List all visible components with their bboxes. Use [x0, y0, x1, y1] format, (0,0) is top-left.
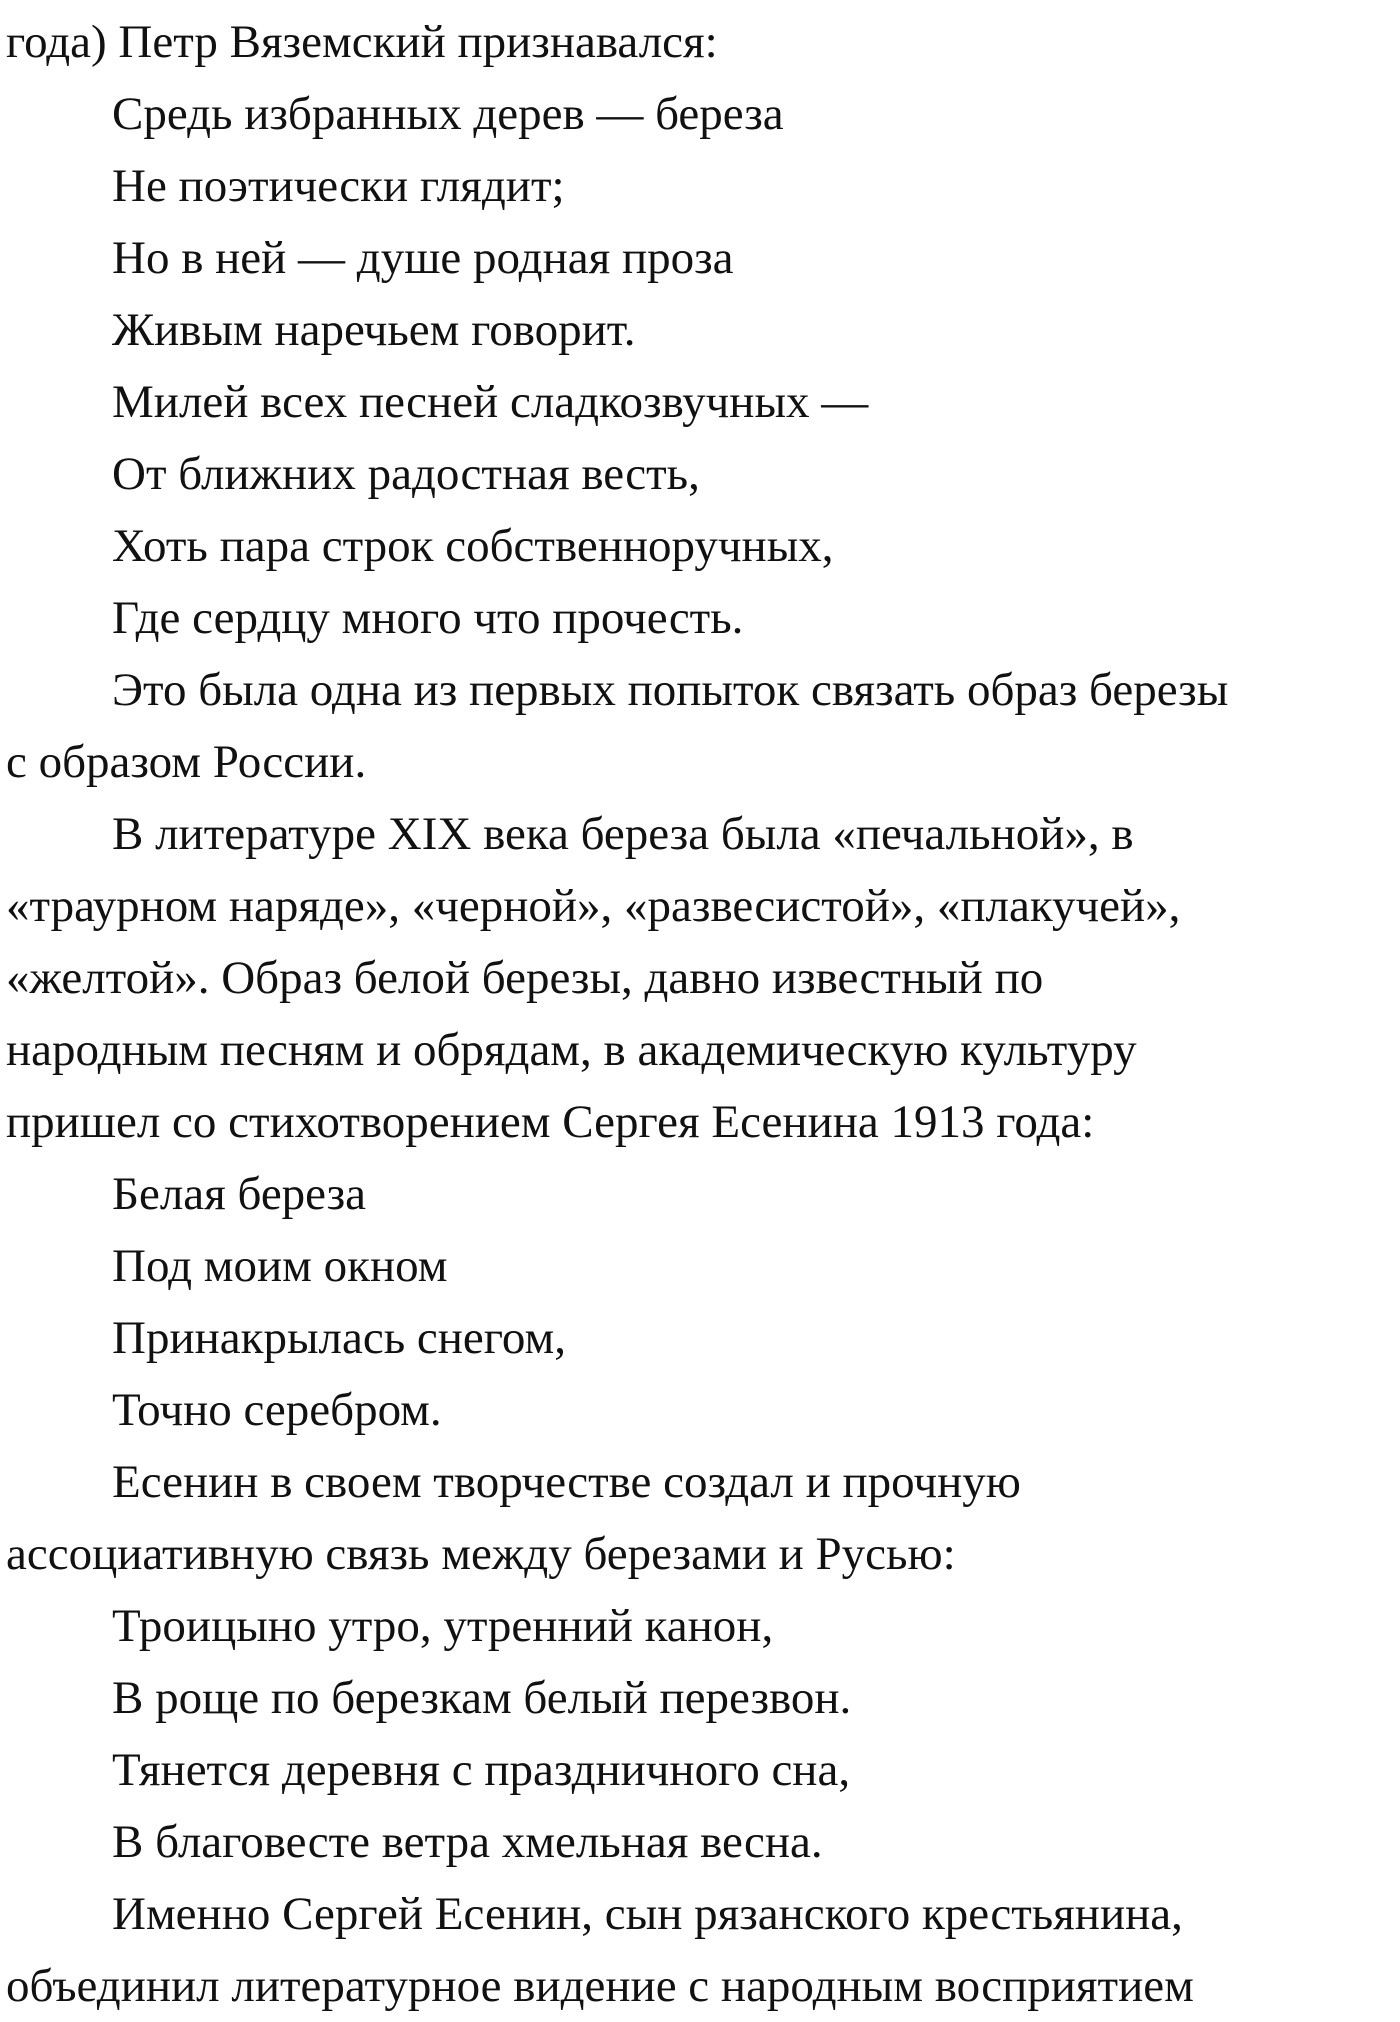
paragraph-start-line: Именно Сергей Есенин, сын рязанского крестьянина,: [112, 1888, 1183, 1940]
poem-line: Не поэтически глядит;: [112, 160, 565, 212]
text-line: с образом России.: [6, 736, 367, 788]
poem-line: Тянется деревня с праздничного сна,: [112, 1744, 851, 1796]
document-text: [6, 6, 1394, 2022]
poem-line: Средь избранных дерев — береза: [112, 88, 784, 140]
poem-line: В роще по березкам белый перезвон.: [112, 1672, 852, 1724]
paragraph-start-line: Есенин в своем творчестве создал и прочную: [112, 1456, 1021, 1508]
text-line: года) Петр Вяземский признавался:: [6, 16, 718, 68]
poem-line: Хоть пара строк собственноручных,: [112, 520, 834, 572]
poem-line: От ближних радостная весть,: [112, 448, 700, 500]
poem-line: Милей всех песней сладкозвучных —: [112, 376, 869, 428]
poem-line: Под моим окном: [112, 1240, 448, 1292]
text-line: «желтой». Образ белой березы, давно известный по: [6, 952, 1044, 1004]
paragraph-start-line: Это была одна из первых попыток связать образ березы: [112, 664, 1229, 716]
poem-line: Где сердцу много что прочесть.: [112, 592, 744, 644]
text-line: объединил литературное видение с народным восприятием: [6, 1960, 1194, 2012]
text-line: ассоциативную связь между березами и Русью:: [6, 1528, 956, 1580]
poem-line: Живым наречьем говорит.: [112, 304, 636, 356]
text-line: «траурном наряде», «черной», «развесистой», «плакучей»,: [6, 880, 1181, 932]
poem-line: Точно серебром.: [112, 1384, 442, 1436]
text-line: народным песням и обрядам, в академическую культуру: [6, 1024, 1137, 1076]
poem-line: Белая береза: [112, 1168, 367, 1220]
poem-line: В благовесте ветра хмельная весна.: [112, 1816, 823, 1868]
paragraph-start-line: В литературе XIX века береза была «печальной», в: [112, 808, 1134, 860]
poem-line: Принакрылась снегом,: [112, 1312, 566, 1364]
poem-line: Но в ней — душе родная проза: [112, 232, 734, 284]
poem-line: Троицыно утро, утренний канон,: [112, 1600, 774, 1652]
text-line: пришел со стихотворением Сергея Есенина 1913 года:: [6, 1096, 1095, 1148]
